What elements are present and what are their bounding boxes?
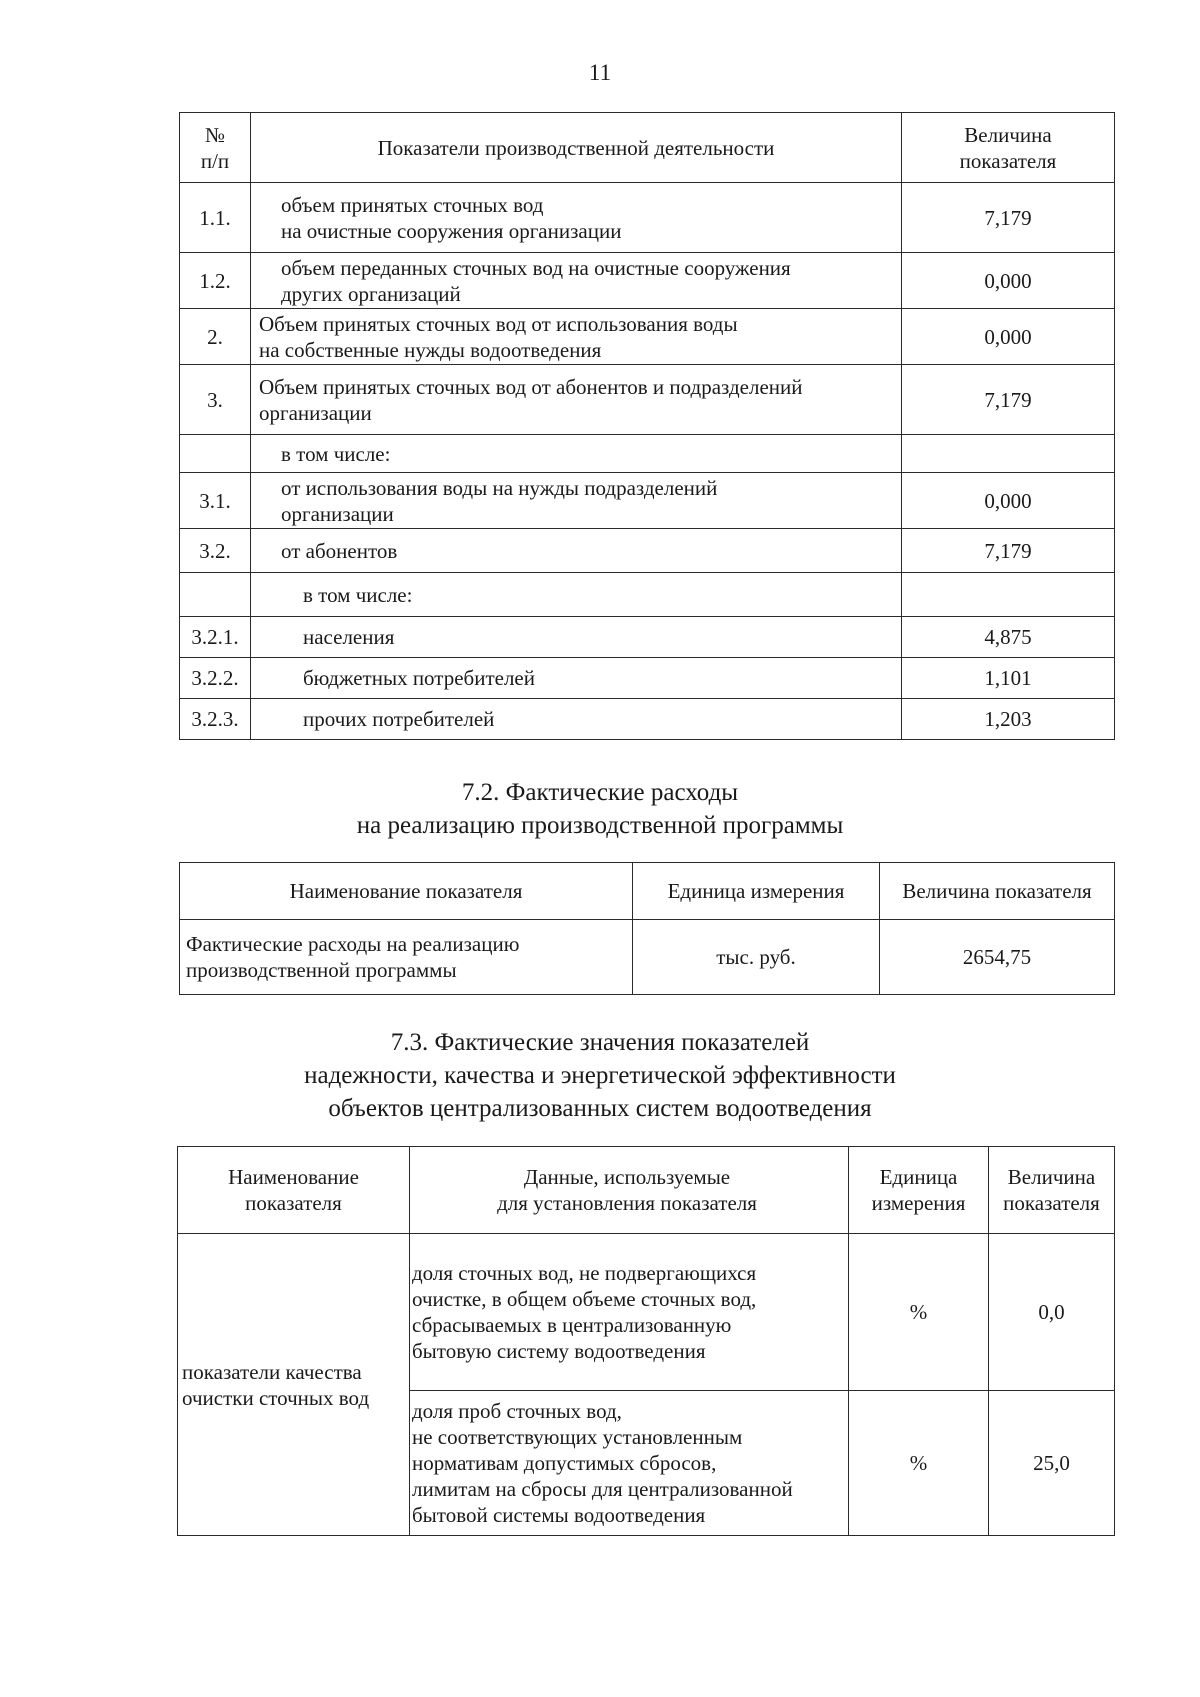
actual-expenses-table: [179, 862, 1115, 995]
table-row: [180, 699, 1115, 740]
cell-data: доля сточных вод, не подвергающихся очистке, в общем объеме сточных вод, сбрасываемых в централизованную бытовую систему водоотведения: [410, 1234, 849, 1391]
table-row: [178, 1234, 1115, 1391]
section-7-3-line2: надежности, качества и энергетической эффективности: [304, 1062, 896, 1089]
cell-num: 1.2.: [180, 253, 251, 309]
cell-value: [902, 573, 1115, 617]
section-7-2-line1: 7.2. Фактические расходы: [461, 779, 739, 806]
table-header-row: [180, 863, 1115, 920]
cell-num: 3.2.2.: [180, 658, 251, 699]
cell-value: [902, 435, 1115, 473]
cell-num: 3.2.: [180, 529, 251, 573]
cell-value: 1,203: [902, 699, 1115, 740]
table-row: [180, 473, 1115, 529]
header-value: Величина показателя: [902, 113, 1115, 183]
cell-indicator: объем переданных сточных вод на очистные сооружения других организаций: [251, 253, 902, 309]
cell-indicator: бюджетных потребителей: [251, 658, 902, 699]
section-7-2-line2: на реализацию производственной программы: [356, 812, 844, 839]
cell-num: 2.: [180, 309, 251, 365]
table-header-row: [180, 113, 1115, 183]
table-row: [180, 365, 1115, 435]
cell-indicator: от использования воды на нужды подразделений организации: [251, 473, 902, 529]
header-data: Данные, используемые для установления показателя: [410, 1147, 849, 1234]
section-7-2-title: [0, 776, 1200, 842]
cell-unit: %: [849, 1391, 989, 1536]
cell-num: 3.1.: [180, 473, 251, 529]
header-num: № п/п: [180, 113, 251, 183]
section-7-3-line1: 7.3. Фактические значения показателей: [390, 1029, 810, 1056]
cell-num: 3.2.3.: [180, 699, 251, 740]
table-header-row: [178, 1147, 1115, 1234]
quality-indicators-table: [177, 1146, 1115, 1536]
cell-num: 1.1.: [180, 183, 251, 253]
header-name: Наименование показателя: [178, 1147, 410, 1234]
cell-indicator: в том числе:: [251, 435, 902, 473]
cell-data: доля проб сточных вод, не соответствующих установленным нормативам допустимых сбросов, лимитам на сбросы для централизованной бытовой системы водоотведения: [410, 1391, 849, 1536]
cell-num: 3.: [180, 365, 251, 435]
cell-value: 0,000: [902, 309, 1115, 365]
cell-indicator: населения: [251, 617, 902, 658]
header-value: Величина показателя: [880, 863, 1115, 920]
cell-value: 1,101: [902, 658, 1115, 699]
header-indicator: Показатели производственной деятельности: [251, 113, 902, 183]
cell-value: 2654,75: [880, 920, 1115, 995]
table-row: [180, 309, 1115, 365]
cell-unit: тыс. руб.: [633, 920, 880, 995]
header-value: Величина показателя: [989, 1147, 1115, 1234]
header-unit: Единица измерения: [849, 1147, 989, 1234]
section-7-3-line3: объектов централизованных систем водоотведения: [328, 1095, 872, 1122]
header-name: Наименование показателя: [180, 863, 633, 920]
page-number: 11: [588, 60, 612, 85]
cell-value: 0,0: [989, 1234, 1115, 1391]
cell-indicator: от абонентов: [251, 529, 902, 573]
cell-value: 7,179: [902, 365, 1115, 435]
table-row: [180, 435, 1115, 473]
cell-indicator: в том числе:: [251, 573, 902, 617]
cell-num: [180, 573, 251, 617]
cell-value: 0,000: [902, 473, 1115, 529]
section-7-3-title: [0, 1026, 1200, 1125]
table-row: [180, 573, 1115, 617]
cell-unit: %: [849, 1234, 989, 1391]
cell-group-name: показатели качества очистки сточных вод: [178, 1234, 410, 1536]
table-row: [180, 183, 1115, 253]
cell-value: 4,875: [902, 617, 1115, 658]
cell-num: [180, 435, 251, 473]
table-row: [180, 253, 1115, 309]
production-indicators-table: [179, 112, 1115, 740]
cell-value: 0,000: [902, 253, 1115, 309]
cell-name: Фактические расходы на реализацию производственной программы: [180, 920, 633, 995]
table-row: [180, 529, 1115, 573]
cell-indicator: Объем принятых сточных вод от использования воды на собственные нужды водоотведения: [251, 309, 902, 365]
table-row: [180, 920, 1115, 995]
cell-indicator: Объем принятых сточных вод от абонентов и подразделений организации: [251, 365, 902, 435]
cell-num: 3.2.1.: [180, 617, 251, 658]
cell-value: 7,179: [902, 529, 1115, 573]
table-row: [180, 617, 1115, 658]
cell-value: 25,0: [989, 1391, 1115, 1536]
cell-indicator: объем принятых сточных вод на очистные сооружения организации: [251, 183, 902, 253]
cell-value: 7,179: [902, 183, 1115, 253]
cell-indicator: прочих потребителей: [251, 699, 902, 740]
table-row: [180, 658, 1115, 699]
header-unit: Единица измерения: [633, 863, 880, 920]
